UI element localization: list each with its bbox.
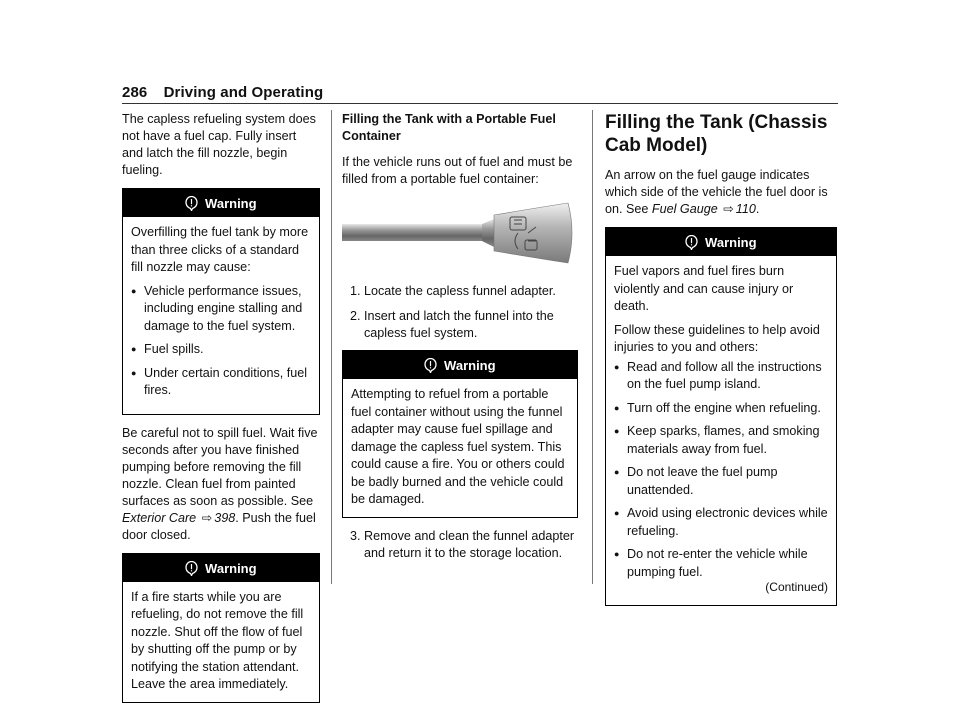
bullet-item: ● Do not leave the fuel pump unattended. [614, 464, 828, 499]
paragraph-text: Be careful not to spill fuel. Wait five seconds after you have finished pumping before removing the fill nozzle. Clean fuel from painted surfaces as soon as possible. See [122, 425, 318, 508]
list-item [342, 528, 578, 562]
paragraph [122, 425, 320, 544]
bullet-item: ● Read and follow all the instructions on the fuel pump island. [614, 359, 828, 394]
warning-text: If a fire starts while you are refueling, do not remove the fill nozzle. Shut off the flow of fuel by shutting off the pump or by notifying the station attendant. Leave the area immediately. [131, 589, 304, 691]
warning-header [123, 189, 319, 217]
bullet-item: ● Fuel spills. [131, 341, 311, 359]
intro-paragraph: The capless refueling system does not have a fuel cap. Fully insert and latch the fill nozzle, begin fueling. [122, 112, 316, 177]
bullet-item: ● Avoid using electronic devices while refueling. [614, 505, 828, 540]
warning-box [122, 553, 320, 703]
warning-title: Warning [444, 358, 496, 373]
paragraph-text: . [755, 202, 760, 216]
reference-arrow-icon: ⇨ [201, 510, 213, 525]
bullet-item: ● Do not re-enter the vehicle while pumping fuel. [614, 546, 828, 581]
page-reference[interactable]: 110 [735, 202, 756, 216]
warning-title: Warning [205, 560, 257, 576]
funnel-adapter-illustration [342, 197, 574, 269]
warning-text: Follow these guidelines to help avoid injuries to you and others: [614, 322, 820, 354]
step-number: 2. [350, 309, 361, 323]
column-1 [122, 111, 320, 713]
steps-list [342, 283, 578, 342]
column-divider [592, 110, 593, 584]
column-2 [342, 111, 578, 570]
paragraph-text: An arrow on the fuel gauge indicates which side of the vehicle the fuel door is on. See [605, 168, 828, 216]
subheading: Filling the Tank with a Portable Fuel Container [342, 112, 556, 143]
page-number: 286 [122, 84, 148, 101]
step-text: Remove and clean the funnel adapter and return it to the storage location. [364, 528, 575, 560]
steps-list [342, 528, 578, 562]
cross-reference-link[interactable]: Exterior Care [122, 510, 197, 525]
warning-title: Warning [705, 235, 757, 250]
bullet-item: ● Keep sparks, flames, and smoking materials away from fuel. [614, 423, 828, 458]
warning-bullets [131, 283, 311, 400]
warning-text: Fuel vapors and fuel fires burn violently and can cause injury or death. [614, 264, 794, 313]
column-3 [605, 105, 837, 616]
warning-text: Attempting to refuel from a portable fuel container without using the funnel adapter may cause fuel spillage and damage the capless fuel system. This could cause a fire. You or others could be badly burned and the vehicle could be damaged. [351, 387, 565, 506]
warning-box [342, 350, 578, 518]
step-number: 1. [350, 284, 361, 298]
paragraph-text: . Push the fuel door closed. [122, 510, 316, 542]
warning-header [606, 228, 836, 256]
warning-box [605, 227, 837, 606]
bullet-item: ● Vehicle performance issues, including engine stalling and damage to the fuel system. [131, 283, 311, 336]
warning-icon [185, 196, 198, 211]
warning-title: Warning [205, 196, 257, 211]
warning-icon [424, 358, 437, 373]
step-number: 3. [350, 528, 361, 543]
warning-text: Overfilling the fuel tank by more than three clicks of a standard fill nozzle may cause: [131, 225, 309, 274]
bullet-item: ● Under certain conditions, fuel fires. [131, 365, 311, 400]
list-item [342, 308, 578, 342]
reference-arrow-icon: ⇨ [723, 202, 734, 216]
continued-label: (Continued) [765, 580, 828, 594]
column-divider [331, 110, 332, 584]
warning-icon [185, 561, 198, 576]
page-header [122, 84, 323, 101]
warning-header [123, 554, 319, 582]
cross-reference-link[interactable]: Fuel Gauge [651, 202, 718, 216]
warning-icon [685, 235, 698, 250]
step-text: Locate the capless funnel adapter. [364, 284, 556, 298]
warning-box [122, 188, 320, 415]
section-title: Driving and Operating [163, 84, 324, 101]
warning-bullets [614, 359, 828, 582]
bullet-item: ● Turn off the engine when refueling. [614, 400, 828, 418]
intro-paragraph: If the vehicle runs out of fuel and must be filled from a portable fuel container: [342, 155, 573, 186]
header-rule [122, 103, 838, 104]
page-reference[interactable]: 398 [214, 510, 236, 525]
section-heading: Filling the Tank (Chassis Cab Model) [605, 112, 828, 156]
list-item [342, 283, 578, 300]
paragraph [605, 167, 837, 218]
step-text: Insert and latch the funnel into the capless fuel system. [364, 309, 554, 340]
warning-header [343, 351, 577, 379]
